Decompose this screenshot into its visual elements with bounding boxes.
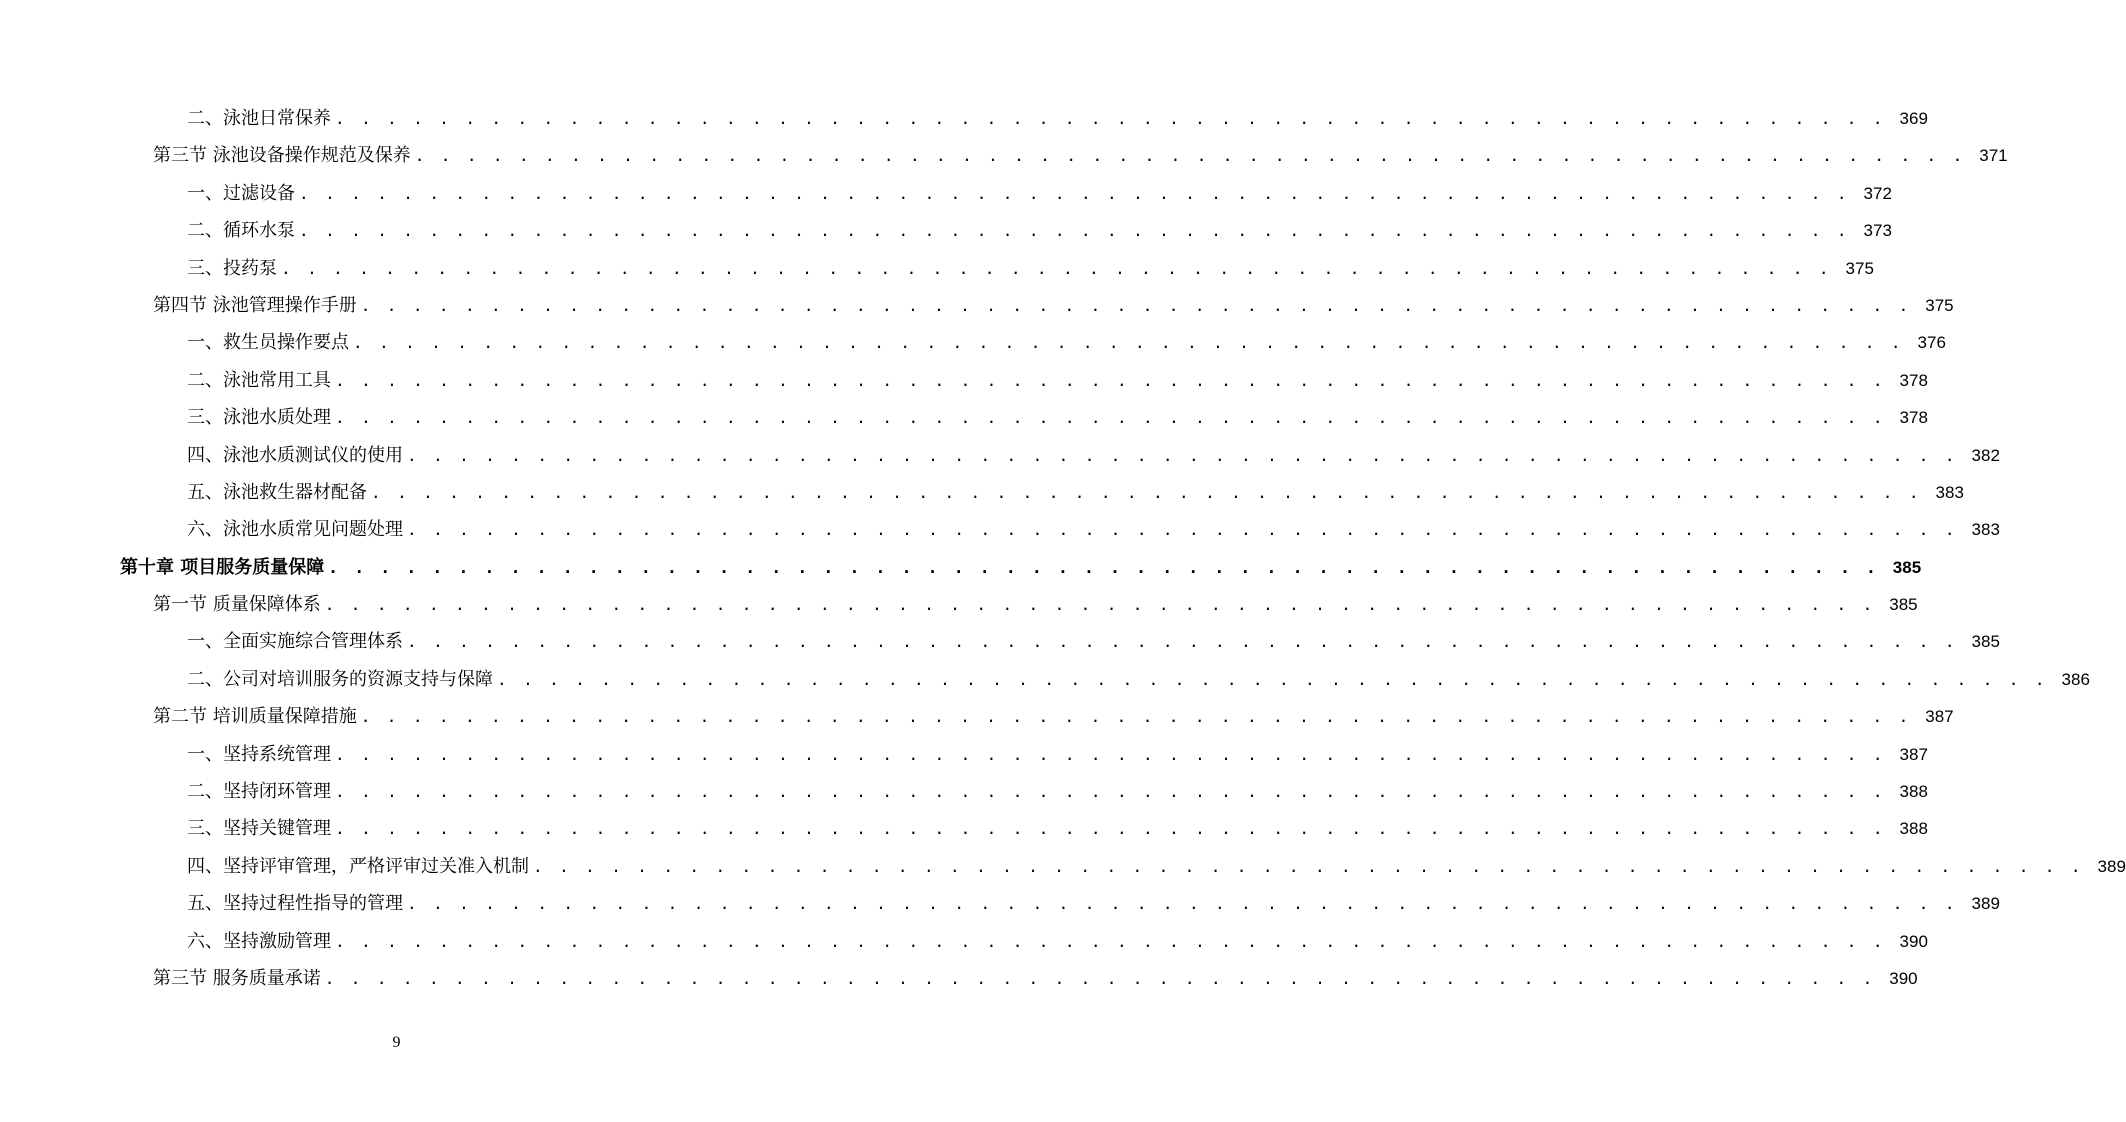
toc-entry-title: 第三节 服务质量承诺 [153, 967, 321, 989]
toc-dot-leader: . . . . . . . . . . . . . . . . . . . . . . . . . . . . . . . . . . . . . . . . . . . . . . . . . . . . . . . . . . . . [497, 669, 2048, 689]
toc-entry-item[interactable] [0, 848, 2126, 885]
toc-entry-section[interactable] [0, 137, 2008, 174]
toc-entry-title: 六、坚持激励管理 [187, 930, 331, 952]
toc-dot-leader: . . . . . . . . . . . . . . . . . . . . . . . . . . . . . . . . . . . . . . . . . . . . . . . . . . . . . . . . . . . . [335, 744, 1886, 764]
toc-dot-leader: . . . . . . . . . . . . . . . . . . . . . . . . . . . . . . . . . . . . . . . . . . . . . . . . . . . . . . . . . . . . [533, 856, 2084, 876]
toc-dot-leader: . . . . . . . . . . . . . . . . . . . . . . . . . . . . . . . . . . . . . . . . . . . . . . . . . . . . . . . . . . . . [299, 221, 1850, 241]
toc-entry-page-number: 371 [1979, 146, 2008, 166]
toc-entry-item[interactable] [0, 324, 1946, 361]
toc-entry-item[interactable] [0, 885, 2000, 922]
toc-entry-title: 第十章 项目服务质量保障 [120, 556, 325, 578]
toc-entry-section[interactable] [0, 287, 1954, 324]
toc-dot-leader: . . . . . . . . . . . . . . . . . . . . . . . . . . . . . . . . . . . . . . . . . . . . . . . . . . . . . . . . . . . . [281, 258, 1832, 278]
toc-entry-title: 一、过滤设备 [187, 182, 295, 204]
toc-entry-page-number: 369 [1899, 109, 1928, 128]
toc-entry-title: 二、坚持闭环管理 [187, 781, 331, 803]
page-number: 9 [392, 1034, 401, 1051]
toc-entry-title: 四、坚持评审管理，严格评审过关准入机制 [187, 855, 529, 877]
toc-entry-page-number: 383 [1971, 520, 2000, 540]
toc-entry-page-number: 375 [1925, 295, 1954, 315]
toc-entry-item[interactable] [0, 511, 2000, 548]
toc-entry-page-number: 387 [1899, 744, 1928, 764]
toc-entry-chapter[interactable] [0, 549, 1922, 586]
toc-entry-page-number: 388 [1899, 782, 1928, 802]
toc-entry-title: 三、泳池水质处理 [187, 407, 331, 429]
toc-dot-leader: . . . . . . . . . . . . . . . . . . . . . . . . . . . . . . . . . . . . . . . . . . . . . . . . . . . . . . . . . . . . [324, 595, 1876, 615]
toc-entry-title: 六、泳池水质常见问题处理 [187, 519, 403, 541]
toc-entry-page-number: 390 [1899, 931, 1928, 951]
toc-dot-leader: . . . . . . . . . . . . . . . . . . . . . . . . . . . . . . . . . . . . . . . . . . . . . . . . . . . . . . . . . . . . [335, 109, 1886, 128]
toc-entry-page-number: 385 [1971, 632, 2000, 652]
toc-entry-title: 四、泳池水质测试仪的使用 [187, 444, 403, 466]
toc-entry-title: 二、泳池常用工具 [187, 369, 331, 391]
toc-entry-page-number: 376 [1917, 333, 1946, 353]
toc-entry-title: 二、公司对培训服务的资源支持与保障 [187, 668, 493, 690]
toc-entry-section[interactable] [0, 960, 1918, 997]
toc-entry-page-number: 372 [1863, 183, 1892, 203]
toc-entry-page-number: 375 [1845, 258, 1874, 278]
toc-entry-page-number: 373 [1863, 221, 1892, 241]
toc-entry-title: 一、救生员操作要点 [187, 332, 349, 354]
toc-entry-item[interactable] [0, 623, 2000, 660]
toc-dot-leader: . . . . . . . . . . . . . . . . . . . . . . . . . . . . . . . . . . . . . . . . . . . . . . . . . . . . . . . . . . . . [407, 632, 1958, 652]
toc-dot-leader: . . . . . . . . . . . . . . . . . . . . . . . . . . . . . . . . . . . . . . . . . . . . . . . . . . . . . . . . . . . . [335, 408, 1886, 428]
table-of-contents [0, 100, 2126, 997]
toc-entry-item[interactable] [0, 100, 1928, 137]
toc-dot-leader: . . . . . . . . . . . . . . . . . . . . . . . . . . . . . . . . . . . . . . . . . . . . . . . . . . . . . . . . . . . . [414, 146, 1966, 166]
toc-entry-page-number: 387 [1925, 707, 1954, 727]
toc-entry-page-number: 378 [1899, 408, 1928, 428]
toc-entry-page-number: 386 [2061, 669, 2090, 689]
toc-dot-leader: . . . . . . . . . . . . . . . . . . . . . . . . . . . . . . . . . . . . . . . . . . . . . . . . . . . . . . . . . . . . [360, 707, 1912, 727]
toc-dot-leader: . . . . . . . . . . . . . . . . . . . . . . . . . . . . . . . . . . . . . . . . . . . . . . . . . . . . . . . . . . . . [407, 894, 1958, 914]
toc-dot-leader: . . . . . . . . . . . . . . . . . . . . . . . . . . . . . . . . . . . . . . . . . . . . . . . . . . . . . . . . . . . . [407, 520, 1958, 540]
toc-entry-item[interactable] [0, 773, 1928, 810]
toc-dot-leader: . . . . . . . . . . . . . . . . . . . . . . . . . . . . . . . . . . . . . . . . . . . . . . . . . . . . . . . . . . . . [371, 482, 1922, 502]
toc-entry-title: 二、泳池日常保养 [187, 108, 331, 129]
toc-dot-leader: . . . . . . . . . . . . . . . . . . . . . . . . . . . . . . . . . . . . . . . . . . . . . . . . . . . . . . . . . . . . [335, 370, 1886, 390]
toc-entry-title: 第三节 泳池设备操作规范及保养 [153, 145, 411, 167]
toc-entry-item[interactable] [0, 250, 1874, 287]
toc-entry-item[interactable] [0, 474, 1964, 511]
toc-dot-leader: . . . . . . . . . . . . . . . . . . . . . . . . . . . . . . . . . . . . . . . . . . . . . . . . . . . . . . . . . . . . [353, 333, 1904, 353]
toc-entry-item[interactable] [0, 661, 2090, 698]
toc-entry-page-number: 389 [2097, 856, 2126, 876]
toc-entry-title: 二、循环水泵 [187, 220, 295, 242]
toc-entry-page-number: 389 [1971, 894, 2000, 914]
toc-entry-title: 一、全面实施综合管理体系 [187, 631, 403, 653]
toc-entry-page-number: 378 [1899, 370, 1928, 390]
toc-entry-item[interactable] [0, 212, 1892, 249]
toc-entry-title: 第四节 泳池管理操作手册 [153, 294, 357, 316]
toc-dot-leader: . . . . . . . . . . . . . . . . . . . . . . . . . . . . . . . . . . . . . . . . . . . . . . . . . . . . . . . . . . . . [335, 782, 1886, 802]
toc-dot-leader: . . . . . . . . . . . . . . . . . . . . . . . . . . . . . . . . . . . . . . . . . . . . . . . . . . . . . . . . . . . . [324, 968, 1876, 988]
toc-entry-title: 三、投药泵 [187, 257, 277, 279]
toc-entry-section[interactable] [0, 698, 1954, 735]
toc-entry-title: 第二节 培训质量保障措施 [153, 706, 357, 728]
toc-dot-leader: . . . . . . . . . . . . . . . . . . . . . . . . . . . . . . . . . . . . . . . . . . . . . . . . . . . . . . . . . . . . [360, 295, 1912, 315]
toc-entry-item[interactable] [0, 399, 1928, 436]
toc-entry-page-number: 385 [1892, 557, 1922, 577]
toc-entry-title: 三、坚持关键管理 [187, 818, 331, 840]
toc-entry-page-number: 383 [1935, 482, 1964, 502]
toc-entry-item[interactable] [0, 736, 1928, 773]
toc-dot-leader: . . . . . . . . . . . . . . . . . . . . . . . . . . . . . . . . . . . . . . . . . . . . . . . . . . . . . . . . . . . . [335, 819, 1886, 839]
toc-dot-leader: . . . . . . . . . . . . . . . . . . . . . . . . . . . . . . . . . . . . . . . . . . . . . . . . . . . . . . . . . . . . [328, 557, 1880, 577]
toc-entry-title: 五、泳池救生器材配备 [187, 481, 367, 503]
toc-dot-leader: . . . . . . . . . . . . . . . . . . . . . . . . . . . . . . . . . . . . . . . . . . . . . . . . . . . . . . . . . . . . [407, 445, 1958, 465]
toc-dot-leader: . . . . . . . . . . . . . . . . . . . . . . . . . . . . . . . . . . . . . . . . . . . . . . . . . . . . . . . . . . . . [299, 183, 1850, 203]
toc-entry-page-number: 390 [1889, 968, 1918, 988]
toc-entry-title: 第一节 质量保障体系 [153, 594, 321, 616]
toc-entry-page-number: 385 [1889, 595, 1918, 615]
toc-entry-section[interactable] [0, 586, 1918, 623]
toc-entry-page-number: 382 [1971, 445, 2000, 465]
toc-entry-item[interactable] [0, 175, 1892, 212]
toc-entry-page-number: 388 [1899, 819, 1928, 839]
toc-entry-item[interactable] [0, 810, 1928, 847]
toc-entry-title: 五、坚持过程性指导的管理 [187, 893, 403, 915]
toc-dot-leader: . . . . . . . . . . . . . . . . . . . . . . . . . . . . . . . . . . . . . . . . . . . . . . . . . . . . . . . . . . . . [335, 931, 1886, 951]
toc-entry-item[interactable] [0, 437, 2000, 474]
toc-entry-item[interactable] [0, 923, 1928, 960]
toc-entry-item[interactable] [0, 362, 1928, 399]
toc-entry-title: 一、坚持系统管理 [187, 743, 331, 765]
